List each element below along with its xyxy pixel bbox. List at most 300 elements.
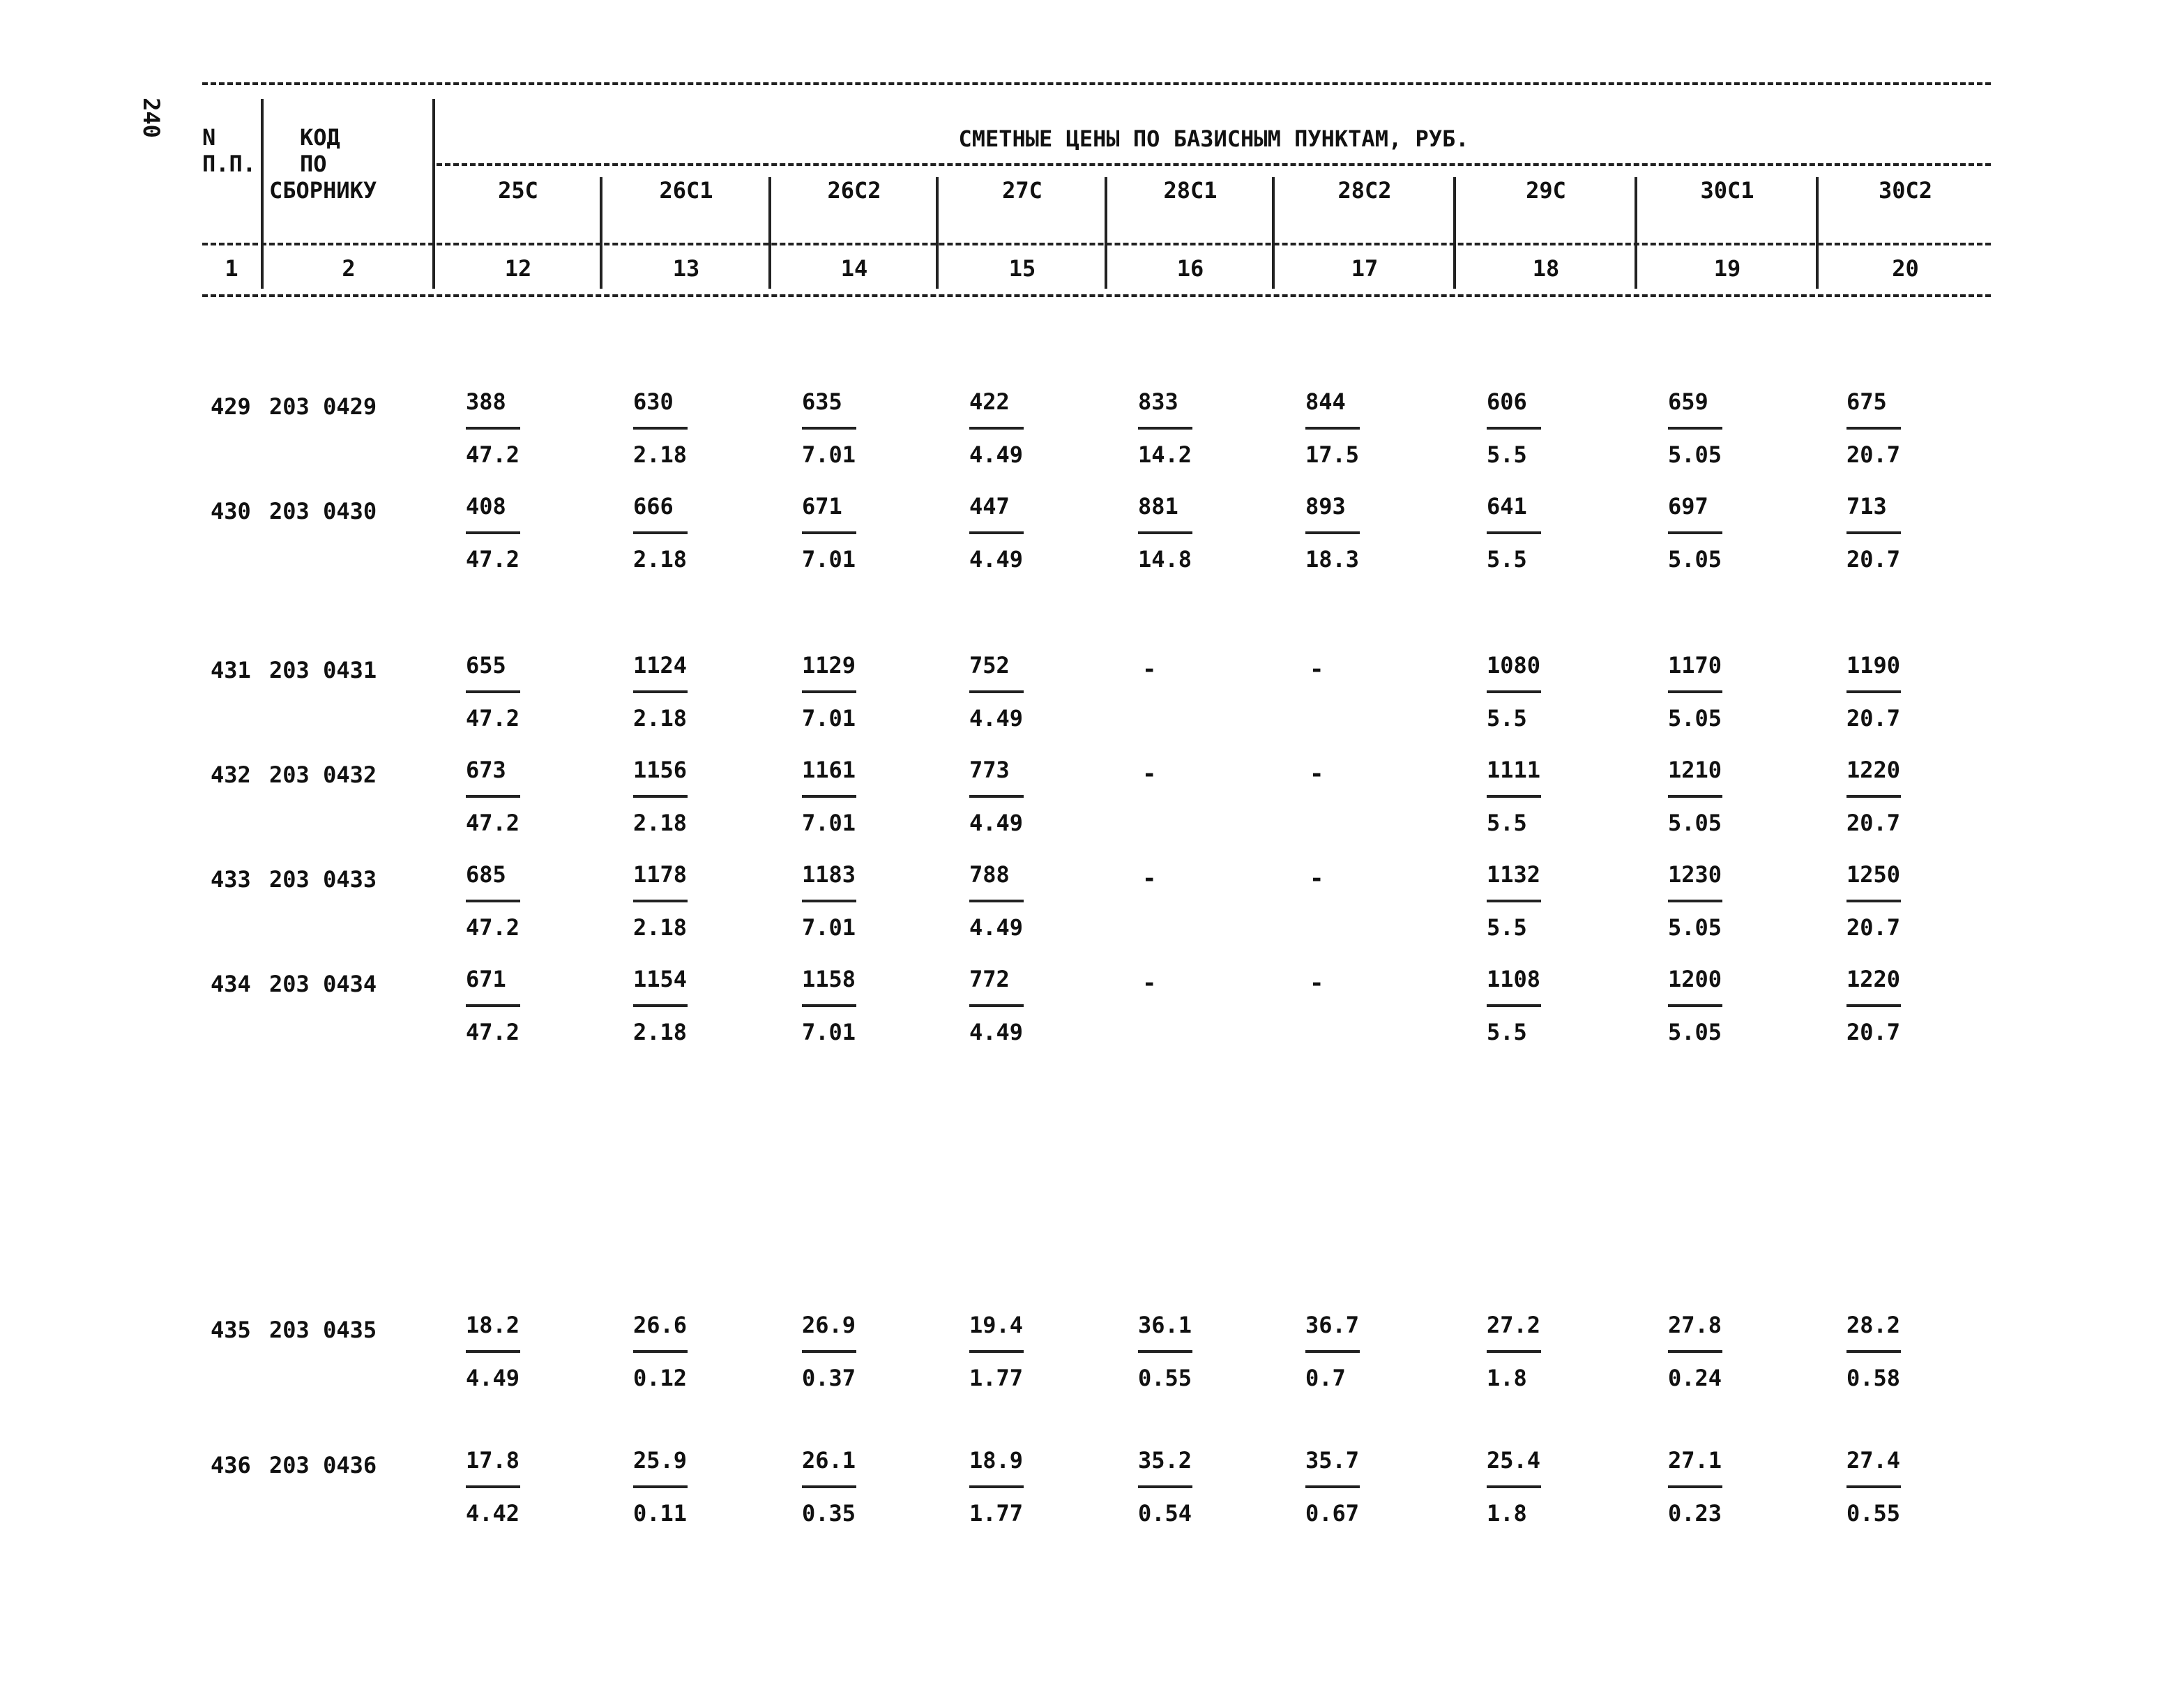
price-cell	[1668, 1446, 1780, 1527]
row-number: 436	[211, 1452, 251, 1478]
fraction-bar	[1846, 690, 1901, 693]
price-coefficient: 0.7	[1305, 1365, 1346, 1391]
price-cell	[802, 1311, 913, 1392]
table-row	[202, 861, 1991, 965]
empty-price: -	[1310, 760, 1324, 788]
price-coefficient: 7.01	[802, 1019, 856, 1045]
price-value: 28.2	[1846, 1312, 1901, 1338]
row-code: 203 0430	[269, 498, 377, 524]
price-cell	[1846, 388, 1958, 469]
table-header	[202, 85, 1991, 294]
price-value: 26.6	[633, 1312, 688, 1338]
price-value: 27.1	[1668, 1447, 1722, 1474]
price-cell	[969, 388, 1081, 469]
col-number: 16	[1176, 255, 1204, 282]
price-value: 1200	[1668, 966, 1722, 992]
fraction-bar	[633, 531, 688, 534]
price-cell	[1487, 492, 1598, 573]
price-coefficient: 0.54	[1138, 1500, 1192, 1527]
fraction-bar	[633, 427, 688, 430]
empty-price: -	[1310, 656, 1324, 683]
price-coefficient: 5.5	[1487, 914, 1527, 941]
price-cell	[633, 861, 745, 941]
col-number: 2	[342, 255, 356, 282]
fraction-bar	[1305, 1485, 1360, 1488]
price-cell	[633, 651, 745, 732]
point-name: 25С	[498, 177, 538, 204]
price-coefficient: 0.55	[1138, 1365, 1192, 1391]
price-coefficient: 20.7	[1846, 441, 1901, 468]
table-row	[202, 1446, 1991, 1551]
fraction-bar	[802, 1485, 856, 1488]
price-value: 18.2	[466, 1312, 520, 1338]
price-value: 666	[633, 493, 674, 520]
price-value: 1220	[1846, 757, 1901, 783]
fraction-bar	[969, 900, 1024, 902]
price-value: 659	[1668, 388, 1708, 415]
point-name: 26С1	[659, 177, 713, 204]
fraction-bar	[1487, 531, 1541, 534]
price-coefficient: 5.05	[1668, 1019, 1722, 1045]
price-value: 673	[466, 757, 506, 783]
table-row	[202, 1311, 1991, 1416]
price-value: 671	[802, 493, 842, 520]
col-code-label: СБОРНИКУ	[269, 177, 377, 204]
fraction-bar	[969, 795, 1024, 798]
price-coefficient: 2.18	[633, 441, 688, 468]
price-cell	[1305, 388, 1417, 469]
price-coefficient: 47.2	[466, 1019, 520, 1045]
row-number: 434	[211, 971, 251, 997]
fraction-bar	[633, 1485, 688, 1488]
price-cell	[1846, 1311, 1958, 1392]
col-number: 20	[1892, 255, 1919, 282]
header-divider	[1453, 177, 1456, 289]
price-cell	[466, 861, 577, 941]
price-cell	[633, 388, 745, 469]
price-coefficient: 7.01	[802, 810, 856, 836]
price-cell	[1487, 861, 1598, 941]
row-number: 433	[211, 866, 251, 893]
price-coefficient: 5.05	[1668, 441, 1722, 468]
price-cell	[633, 756, 745, 837]
row-number: 432	[211, 762, 251, 788]
col-number: 15	[1008, 255, 1036, 282]
price-value: 752	[969, 652, 1010, 679]
price-coefficient: 0.24	[1668, 1365, 1722, 1391]
price-coefficient: 0.37	[802, 1365, 856, 1391]
price-value: 630	[633, 388, 674, 415]
price-cell	[1846, 492, 1958, 573]
price-coefficient: 2.18	[633, 914, 688, 941]
price-value: 697	[1668, 493, 1708, 520]
price-cell	[1138, 1311, 1250, 1392]
price-coefficient: 5.5	[1487, 705, 1527, 732]
fraction-bar	[633, 690, 688, 693]
price-cell	[969, 965, 1081, 1046]
price-cell	[969, 756, 1081, 837]
fraction-bar	[1487, 1004, 1541, 1007]
header-divider	[600, 177, 602, 289]
price-coefficient: 5.05	[1668, 914, 1722, 941]
price-value: 1183	[802, 861, 856, 888]
price-coefficient: 20.7	[1846, 914, 1901, 941]
table-row	[202, 756, 1991, 861]
fraction-bar	[633, 795, 688, 798]
header-divider	[1816, 177, 1819, 289]
header-mid-rule	[202, 243, 1991, 245]
fraction-bar	[1668, 1350, 1722, 1353]
price-value: 655	[466, 652, 506, 679]
price-value: 772	[969, 966, 1010, 992]
fraction-bar	[802, 427, 856, 430]
point-name: 28С2	[1337, 177, 1392, 204]
fraction-bar	[1668, 900, 1722, 902]
price-cell	[466, 651, 577, 732]
col-n-label: N	[202, 124, 216, 151]
col-code-label: КОД	[300, 124, 340, 151]
empty-price: -	[1142, 760, 1157, 788]
price-value: 1111	[1487, 757, 1541, 783]
price-value: 447	[969, 493, 1010, 520]
price-value: 1154	[633, 966, 688, 992]
fraction-bar	[1138, 531, 1192, 534]
fraction-bar	[1487, 1485, 1541, 1488]
point-name: 29С	[1526, 177, 1566, 204]
fraction-bar	[969, 427, 1024, 430]
fraction-bar	[802, 1004, 856, 1007]
fraction-bar	[466, 531, 520, 534]
price-coefficient: 4.49	[969, 546, 1024, 573]
price-cell	[1668, 756, 1780, 837]
price-value: 881	[1138, 493, 1178, 520]
price-value: 19.4	[969, 1312, 1024, 1338]
header-divider	[261, 99, 264, 289]
empty-price: -	[1310, 969, 1324, 997]
table-row	[202, 388, 1991, 492]
price-cell	[1487, 965, 1598, 1046]
price-value: 1080	[1487, 652, 1541, 679]
price-cell	[1305, 1311, 1417, 1392]
price-coefficient: 14.2	[1138, 441, 1192, 468]
fraction-bar	[1668, 1004, 1722, 1007]
price-coefficient: 2.18	[633, 705, 688, 732]
row-number: 431	[211, 657, 251, 683]
row-code: 203 0434	[269, 971, 377, 997]
table-row	[202, 492, 1991, 597]
price-cell	[1487, 1311, 1598, 1392]
price-cell	[1846, 756, 1958, 837]
price-coefficient: 4.49	[969, 441, 1024, 468]
fraction-bar	[633, 900, 688, 902]
fraction-bar	[1668, 1485, 1722, 1488]
price-coefficient: 0.35	[802, 1500, 856, 1527]
price-coefficient: 47.2	[466, 914, 520, 941]
fraction-bar	[969, 1004, 1024, 1007]
price-value: 1210	[1668, 757, 1722, 783]
price-coefficient: 1.8	[1487, 1365, 1527, 1391]
price-cell	[969, 1446, 1081, 1527]
price-value: 713	[1846, 493, 1887, 520]
price-value: 1161	[802, 757, 856, 783]
fraction-bar	[1305, 531, 1360, 534]
price-coefficient: 18.3	[1305, 546, 1360, 573]
price-cell	[1846, 861, 1958, 941]
price-cell	[633, 1446, 745, 1527]
price-value: 25.9	[633, 1447, 688, 1474]
price-value: 26.1	[802, 1447, 856, 1474]
fraction-bar	[466, 690, 520, 693]
price-value: 388	[466, 388, 506, 415]
row-code: 203 0436	[269, 1452, 377, 1478]
price-table	[202, 82, 1991, 1527]
fraction-bar	[969, 690, 1024, 693]
fraction-bar	[1487, 900, 1541, 902]
price-cell	[1305, 1446, 1417, 1527]
fraction-bar	[466, 1485, 520, 1488]
fraction-bar	[466, 1004, 520, 1007]
price-value: 1220	[1846, 966, 1901, 992]
header-divider	[1635, 177, 1637, 289]
price-value: 685	[466, 861, 506, 888]
price-coefficient: 5.05	[1668, 546, 1722, 573]
price-coefficient: 17.5	[1305, 441, 1360, 468]
price-coefficient: 0.11	[633, 1500, 688, 1527]
header-divider	[1272, 177, 1275, 289]
price-value: 1250	[1846, 861, 1901, 888]
price-cell	[1668, 965, 1780, 1046]
point-name: 30С2	[1878, 177, 1933, 204]
fraction-bar	[1846, 900, 1901, 902]
fraction-bar	[1846, 531, 1901, 534]
price-value: 36.7	[1305, 1312, 1360, 1338]
empty-price: -	[1310, 865, 1324, 893]
col-number: 13	[672, 255, 700, 282]
row-number: 435	[211, 1317, 251, 1343]
price-cell	[1846, 965, 1958, 1046]
price-coefficient: 4.49	[969, 1019, 1024, 1045]
fraction-bar	[466, 795, 520, 798]
fraction-bar	[1846, 1004, 1901, 1007]
price-value: 26.9	[802, 1312, 856, 1338]
price-cell	[1138, 388, 1250, 469]
price-value: 1230	[1668, 861, 1722, 888]
price-value: 35.7	[1305, 1447, 1360, 1474]
price-coefficient: 47.2	[466, 810, 520, 836]
price-coefficient: 4.49	[466, 1365, 520, 1391]
price-cell	[1138, 492, 1250, 573]
price-value: 1170	[1668, 652, 1722, 679]
price-cell	[802, 1446, 913, 1527]
point-name: 26С2	[827, 177, 881, 204]
price-cell	[1668, 1311, 1780, 1392]
price-value: 422	[969, 388, 1010, 415]
empty-price: -	[1142, 656, 1157, 683]
price-value: 773	[969, 757, 1010, 783]
price-coefficient: 47.2	[466, 441, 520, 468]
table-header-bottom-rule	[202, 294, 1991, 297]
price-value: 25.4	[1487, 1447, 1541, 1474]
price-value: 18.9	[969, 1447, 1024, 1474]
price-coefficient: 14.8	[1138, 546, 1192, 573]
price-value: 27.8	[1668, 1312, 1722, 1338]
price-coefficient: 4.49	[969, 810, 1024, 836]
header-divider	[768, 177, 771, 289]
price-value: 641	[1487, 493, 1527, 520]
col-n-label: П.П.	[202, 151, 257, 177]
price-coefficient: 20.7	[1846, 810, 1901, 836]
price-cell	[802, 651, 913, 732]
price-coefficient: 7.01	[802, 546, 856, 573]
price-cell	[1668, 651, 1780, 732]
price-coefficient: 7.01	[802, 441, 856, 468]
fraction-bar	[1846, 1485, 1901, 1488]
price-value: 788	[969, 861, 1010, 888]
price-coefficient: 2.18	[633, 810, 688, 836]
fraction-bar	[1668, 427, 1722, 430]
row-number: 429	[211, 393, 251, 420]
fraction-bar	[1668, 531, 1722, 534]
price-cell	[1487, 756, 1598, 837]
row-code: 203 0433	[269, 866, 377, 893]
row-code: 203 0429	[269, 393, 377, 420]
fraction-bar	[1487, 427, 1541, 430]
col-number: 14	[840, 255, 868, 282]
fraction-bar	[1305, 1350, 1360, 1353]
fraction-bar	[969, 1350, 1024, 1353]
fraction-bar	[802, 531, 856, 534]
fraction-bar	[466, 900, 520, 902]
price-coefficient: 5.5	[1487, 441, 1527, 468]
price-coefficient: 5.05	[1668, 810, 1722, 836]
price-value: 17.8	[466, 1447, 520, 1474]
price-coefficient: 7.01	[802, 705, 856, 732]
point-name: 27С	[1002, 177, 1042, 204]
price-coefficient: 47.2	[466, 705, 520, 732]
price-cell	[466, 1446, 577, 1527]
row-code: 203 0432	[269, 762, 377, 788]
fraction-bar	[1487, 1350, 1541, 1353]
fraction-bar	[969, 1485, 1024, 1488]
table-row	[202, 651, 1991, 756]
fraction-bar	[1138, 1350, 1192, 1353]
price-value: 35.2	[1138, 1447, 1192, 1474]
price-cell	[633, 965, 745, 1046]
price-value: 1129	[802, 652, 856, 679]
price-value: 27.4	[1846, 1447, 1901, 1474]
price-coefficient: 5.05	[1668, 705, 1722, 732]
price-value: 1190	[1846, 652, 1901, 679]
price-cell	[1668, 388, 1780, 469]
price-coefficient: 0.23	[1668, 1500, 1722, 1527]
price-value: 1158	[802, 966, 856, 992]
price-cell	[1487, 1446, 1598, 1527]
price-cell	[1487, 388, 1598, 469]
price-value: 1108	[1487, 966, 1541, 992]
price-cell	[802, 492, 913, 573]
price-value: 606	[1487, 388, 1527, 415]
price-cell	[802, 861, 913, 941]
col-number: 12	[504, 255, 532, 282]
price-coefficient: 20.7	[1846, 1019, 1901, 1045]
group-rule	[437, 163, 1991, 166]
price-cell	[466, 1311, 577, 1392]
row-number: 430	[211, 498, 251, 524]
price-cell	[466, 388, 577, 469]
point-name: 28С1	[1163, 177, 1218, 204]
empty-price: -	[1142, 865, 1157, 893]
price-coefficient: 1.77	[969, 1365, 1024, 1391]
price-cell	[969, 861, 1081, 941]
price-value: 36.1	[1138, 1312, 1192, 1338]
price-value: 675	[1846, 388, 1887, 415]
col-number: 1	[225, 255, 238, 282]
table-row	[202, 965, 1991, 1070]
price-cell	[1138, 1446, 1250, 1527]
fraction-bar	[1846, 427, 1901, 430]
point-name: 30С1	[1700, 177, 1754, 204]
price-cell	[969, 651, 1081, 732]
price-cell	[633, 492, 745, 573]
price-cell	[1305, 492, 1417, 573]
fraction-bar	[1668, 795, 1722, 798]
price-value: 1132	[1487, 861, 1541, 888]
price-cell	[466, 756, 577, 837]
price-coefficient: 4.42	[466, 1500, 520, 1527]
price-coefficient: 47.2	[466, 546, 520, 573]
fraction-bar	[466, 427, 520, 430]
price-coefficient: 0.12	[633, 1365, 688, 1391]
price-cell	[969, 492, 1081, 573]
fraction-bar	[1668, 690, 1722, 693]
row-code: 203 0431	[269, 657, 377, 683]
price-cell	[1668, 861, 1780, 941]
row-code: 203 0435	[269, 1317, 377, 1343]
price-cell	[802, 388, 913, 469]
col-number: 19	[1713, 255, 1741, 282]
price-cell	[1487, 651, 1598, 732]
price-value: 27.2	[1487, 1312, 1541, 1338]
col-number: 18	[1532, 255, 1560, 282]
fraction-bar	[802, 795, 856, 798]
fraction-bar	[466, 1350, 520, 1353]
price-value: 1156	[633, 757, 688, 783]
fraction-bar	[1846, 795, 1901, 798]
price-coefficient: 7.01	[802, 914, 856, 941]
page-number: 240	[137, 98, 165, 138]
price-cell	[466, 965, 577, 1046]
price-coefficient: 4.49	[969, 914, 1024, 941]
price-value: 671	[466, 966, 506, 992]
fraction-bar	[1138, 427, 1192, 430]
fraction-bar	[1846, 1350, 1901, 1353]
empty-price: -	[1142, 969, 1157, 997]
fraction-bar	[802, 690, 856, 693]
fraction-bar	[802, 1350, 856, 1353]
price-value: 1124	[633, 652, 688, 679]
price-value: 844	[1305, 388, 1346, 415]
price-coefficient: 20.7	[1846, 546, 1901, 573]
price-coefficient: 1.8	[1487, 1500, 1527, 1527]
price-value: 635	[802, 388, 842, 415]
price-value: 833	[1138, 388, 1178, 415]
col-code-label: ПО	[300, 151, 327, 177]
fraction-bar	[802, 900, 856, 902]
price-cell	[466, 492, 577, 573]
price-coefficient: 0.67	[1305, 1500, 1360, 1527]
fraction-bar	[1487, 795, 1541, 798]
group-title: СМЕТНЫЕ ЦЕНЫ ПО БАЗИСНЫМ ПУНКТАМ, РУБ.	[958, 126, 1469, 152]
